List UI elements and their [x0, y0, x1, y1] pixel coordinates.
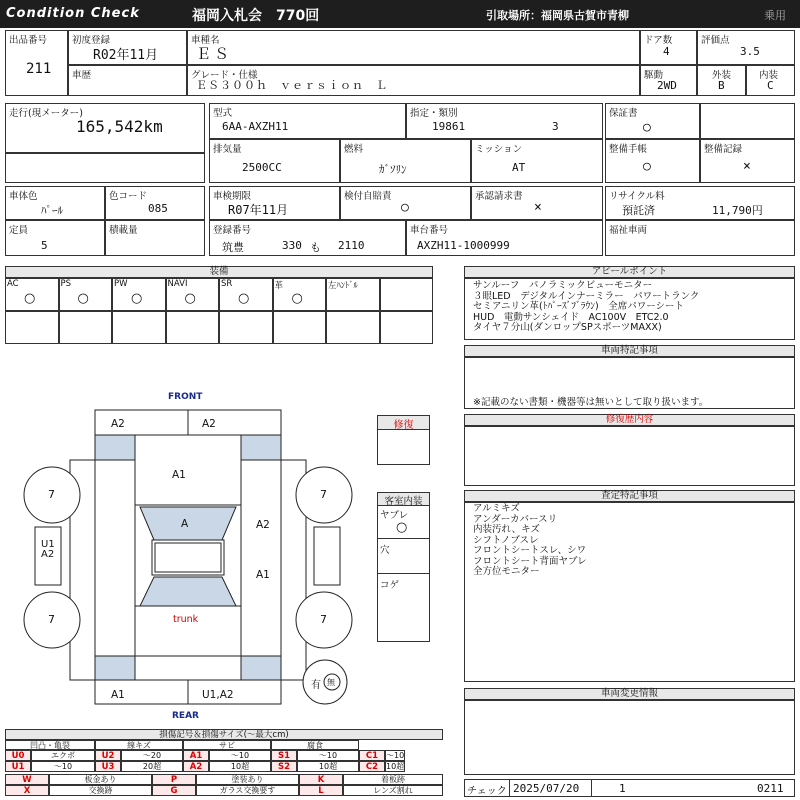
equipment-label: PW [114, 279, 128, 289]
mileage-value: 165,542km [76, 117, 163, 136]
legend-extra-code: K [299, 774, 343, 785]
inspection-note-line: フロントシートスレ、シワ [473, 545, 587, 556]
equipment-label: 革 [274, 281, 284, 291]
inspection-notes-title: 査定特記事項 [464, 490, 795, 502]
legend-extra-desc: 交換跡 [49, 785, 152, 796]
legend-extra-code: P [152, 774, 196, 785]
spare-tire-mark: 無 [327, 678, 335, 687]
first-reg-value: R02年11月 [93, 48, 159, 63]
equipment-cell [112, 278, 166, 311]
fuel-box: 燃料 ｶﾞｿﾘﾝ [340, 139, 471, 183]
approval-box: 承認請求書 × [471, 186, 603, 220]
check-date: 2025/07/20 [513, 782, 580, 795]
model-value: 6AA-AXZH11 [222, 120, 289, 133]
mileage-box: 走行(現メーター) 165,542km [5, 103, 205, 153]
appeal-title: アピールポイント [464, 266, 795, 278]
reg-class: 330 [282, 239, 302, 252]
inspection-notes-body [464, 502, 795, 682]
legend-title: 損傷記号＆損傷サイズ(〜最大cm) [5, 729, 443, 740]
legend-group: 凹凸・亀裂 [5, 740, 95, 750]
inspection-value: R07年11月 [228, 203, 289, 217]
sheet-title: Condition Check [6, 6, 140, 21]
equipment-cell-blank [112, 311, 166, 344]
mark-rear-right: U1,A2 [202, 689, 234, 701]
mark-right-rear: A1 [256, 569, 270, 581]
pickup-location: 引取場所：福岡県古賀市青柳 [486, 9, 629, 22]
capacity-box: 定員 5 [5, 220, 105, 256]
spare-tire-label: 有 [311, 680, 321, 691]
record-box: 整備記録 × [700, 139, 795, 183]
tire-rear-right: 7 [320, 613, 327, 626]
check-row [464, 779, 795, 797]
approval-value: × [534, 200, 542, 215]
legend-desc: 〜10 [297, 750, 359, 761]
first-reg-box: 初度登録 R02年11月 [68, 30, 187, 65]
mark-front-left: A2 [111, 418, 125, 430]
inspection-note-line: 内装汚れ、キズ [473, 524, 540, 535]
legend-extra-code: L [299, 785, 343, 796]
legend-group: サビ [183, 740, 271, 750]
exterior-box: 外装 B [697, 65, 746, 96]
chassis-value: AXZH11-1000999 [417, 239, 510, 252]
doors-box: ドア数 4 [640, 30, 697, 65]
repair-history-body [464, 426, 795, 486]
fuel-value: ｶﾞｿﾘﾝ [379, 163, 407, 176]
special-note: ※記載のない書類・機器等は無いとして取り扱います。 [473, 397, 709, 408]
appeal-line: HUD 電動サンシェイド AC100V ETC2.0 [473, 311, 669, 323]
designation-box: 指定・類別 19861 3 [406, 103, 603, 139]
inspection-note-line: アルミキズ [473, 503, 520, 514]
grade-value: ＥＳ３００ｈ ｖｅｒｓｉｏｎ Ｌ [196, 79, 388, 92]
reg-area: 筑豊 [222, 241, 244, 254]
legend-extra-code: W [5, 774, 49, 785]
legend-extra-code: X [5, 785, 49, 796]
drive-box: 駆動 2WD [640, 65, 697, 96]
legend-desc: 10超 [386, 762, 405, 771]
legend-code: U1 [5, 761, 31, 772]
equipment-cell [5, 278, 59, 311]
legend-code: U2 [95, 750, 121, 761]
capacity-value: 5 [41, 239, 48, 252]
inspection-box: 車検期限 R07年11月 [209, 186, 340, 220]
mileage-extra-box [5, 153, 205, 183]
changes-body [464, 700, 795, 775]
equipment-cell-blank [380, 311, 434, 344]
mark-right-door: A2 [256, 519, 270, 531]
score-box: 評価点 3.5 [697, 30, 795, 65]
legend-desc: 〜10 [209, 750, 271, 761]
color-code-value: 085 [148, 202, 168, 215]
equipment-cell [219, 278, 273, 311]
legend-group: 腐食 [271, 740, 359, 750]
designation-value: 19861 [432, 120, 466, 133]
legend-group: 線キズ [95, 740, 183, 750]
cabin-interior-title: 客室内装 [378, 493, 429, 506]
equipment-mark: ○ [184, 291, 196, 306]
equipment-title: 装備 [5, 266, 433, 278]
mission-box: ミッション AT [471, 139, 603, 183]
equipment-cell-blank [326, 311, 380, 344]
legend-extra-code: G [152, 785, 196, 796]
load-box: 積載量 [105, 220, 205, 256]
tire-front-right: 7 [320, 488, 327, 501]
trunk-label: trunk [173, 614, 199, 625]
record-value: × [743, 159, 751, 174]
appeal-line: セミアニリン革(ﾄﾊﾟｰｽﾞﾌﾞﾗｳﾝ) 全席パワーシート [473, 301, 684, 312]
equipment-cell [380, 278, 434, 311]
legend-desc: 10超 [297, 761, 359, 772]
legend-extra-desc: 板金あり [49, 774, 152, 785]
exterior-grade: B [718, 79, 725, 92]
legend-desc: エクボ [31, 750, 95, 761]
equipment-cell [326, 278, 380, 311]
mark-left-side: U1 A2 [41, 539, 55, 560]
check-code: 0211 [757, 782, 784, 795]
equipment-cell-blank [219, 311, 273, 344]
grade-box: グレード・仕様 ＥＳ３００ｈ ｖｅｒｓｉｏｎ Ｌ [187, 65, 640, 96]
score-value: 3.5 [740, 45, 760, 58]
repair-box [377, 415, 430, 465]
equipment-cell [273, 278, 327, 311]
inspection-note-line: フロントシート背面ヤブレ [473, 555, 587, 567]
recycle-fee: 11,790円 [712, 204, 763, 217]
recycle-status: 預託済 [622, 204, 655, 217]
drive-value: 2WD [657, 79, 677, 92]
model-box: 型式 6AA-AXZH11 [209, 103, 406, 139]
legend-desc: 〜10 [31, 761, 95, 772]
mission-value: AT [512, 161, 526, 174]
warranty-box: 保証書 ○ [605, 103, 700, 139]
car-name-box: 車種名 ＥＳ [187, 30, 640, 65]
inspection-note-line: アンダーカバースリ [473, 513, 558, 525]
equipment-cell [59, 278, 113, 311]
displacement-box: 排気量 2500CC [209, 139, 340, 183]
warranty-value: ○ [643, 120, 651, 135]
equipment-mark: ○ [24, 291, 36, 306]
check-label: チェック [467, 786, 507, 797]
legend-desc: 〜20 [121, 750, 183, 761]
auction-name: 福岡入札会 770回 [192, 8, 320, 24]
equipment-cell-blank [273, 311, 327, 344]
equipment-cell-blank [59, 311, 113, 344]
interior-grade: C [767, 79, 774, 92]
changes-title: 車両変更情報 [464, 688, 795, 700]
legend-code: C1 [359, 750, 385, 761]
legend-code: A1 [183, 750, 209, 761]
legend-extra-desc: 塗装あり [196, 774, 299, 785]
legend-extra-desc: 着板跡 [343, 774, 443, 785]
legend-code: A2 [183, 761, 209, 772]
legend-code: S2 [271, 761, 297, 772]
mark-hood: A1 [172, 469, 186, 481]
legend-desc: 〜10 [386, 751, 405, 760]
cabin-interior-box: 客室内装 ヤブレ ○ 穴 コゲ [377, 492, 430, 642]
appeal-body [464, 278, 795, 340]
manual-box: 整備手帳 ○ [605, 139, 700, 183]
recycle-box: リサイクル料 預託済 11,790円 [605, 186, 795, 220]
equipment-cell-blank [166, 311, 220, 344]
displacement-value: 2500CC [242, 161, 282, 174]
appeal-line: サンルーフ パノラミックビューモニター [473, 280, 653, 291]
reg-kana: も [310, 241, 321, 254]
legend-code: C2 [359, 761, 385, 772]
equipment-label: 左ﾊﾝﾄﾞﾙ [328, 281, 358, 291]
mark-front-right: A2 [202, 418, 216, 430]
color-value: ﾊﾟｰﾙ [41, 204, 63, 217]
lot-number: 211 [26, 61, 52, 77]
legend-code: U0 [5, 750, 31, 761]
registration-box: 登録番号 筑豊 330 も 2110 [209, 220, 406, 256]
history-box: 車歴 [68, 65, 187, 96]
legend-extra-desc: レンズ割れ [343, 785, 443, 796]
car-diagram [20, 388, 360, 718]
equipment-mark: ○ [238, 291, 250, 306]
inspection-note-line: 全方位モニター [473, 566, 540, 577]
insurance-box: 検付自賠責 ○ [340, 186, 471, 220]
welfare-box: 福祉車両 [605, 220, 795, 256]
special-title: 車両特記事項 [464, 345, 795, 357]
equipment-label: PS [60, 279, 72, 289]
inspection-note-line: シフトノブスレ [473, 534, 539, 546]
special-body [464, 357, 795, 409]
appeal-line: タイヤ７分山(ダンロップSPスポーツMAXX) [473, 322, 662, 333]
tire-front-left: 7 [48, 488, 55, 501]
lot-box: 出品番号 211 [5, 30, 68, 96]
legend-desc: 10超 [209, 761, 271, 772]
equipment-cell-blank [5, 311, 59, 344]
equipment-mark: ○ [77, 291, 89, 306]
equipment-label: NAVI [167, 279, 188, 289]
mark-rear-left: A1 [111, 689, 125, 701]
legend-code: S1 [271, 750, 297, 761]
repair-history-title: 修復歴内容 [464, 414, 795, 426]
color-box: 車体色 ﾊﾟｰﾙ [5, 186, 105, 220]
interior-box: 内装 C [746, 65, 795, 96]
appeal-line: ３眼LED デジタルインナーミラー パワートランク [473, 290, 700, 302]
equipment-cell [166, 278, 220, 311]
tire-rear-left: 7 [48, 613, 55, 626]
insurance-value: ○ [401, 200, 409, 215]
equipment-label: SR [221, 279, 233, 289]
rear-label: REAR [172, 711, 199, 721]
check-number: 1 [619, 782, 626, 795]
equipment-label: AC [7, 279, 19, 289]
equipment-mark: ○ [291, 291, 303, 306]
equipment-mark: ○ [131, 291, 143, 306]
doors-value: 4 [663, 45, 670, 58]
legend-desc: 20超 [121, 761, 183, 772]
reg-number: 2110 [338, 239, 365, 252]
chassis-box: 車台番号 AXZH11-1000999 [406, 220, 603, 256]
vehicle-category: 乗用 [764, 9, 786, 22]
mark-windshield: A [181, 518, 189, 530]
front-label: FRONT [168, 392, 203, 402]
category-number: 3 [552, 120, 559, 133]
color-code-box: 色コード 085 [105, 186, 205, 220]
car-name-value: ＥＳ [196, 45, 233, 63]
yabure-mark: ○ [396, 520, 408, 535]
legend-extra-desc: ガラス交換要す [196, 785, 299, 796]
legend-code: U3 [95, 761, 121, 772]
warranty-extra-box [700, 103, 795, 139]
manual-value: ○ [643, 159, 651, 174]
repair-label: 修復 [378, 416, 429, 430]
